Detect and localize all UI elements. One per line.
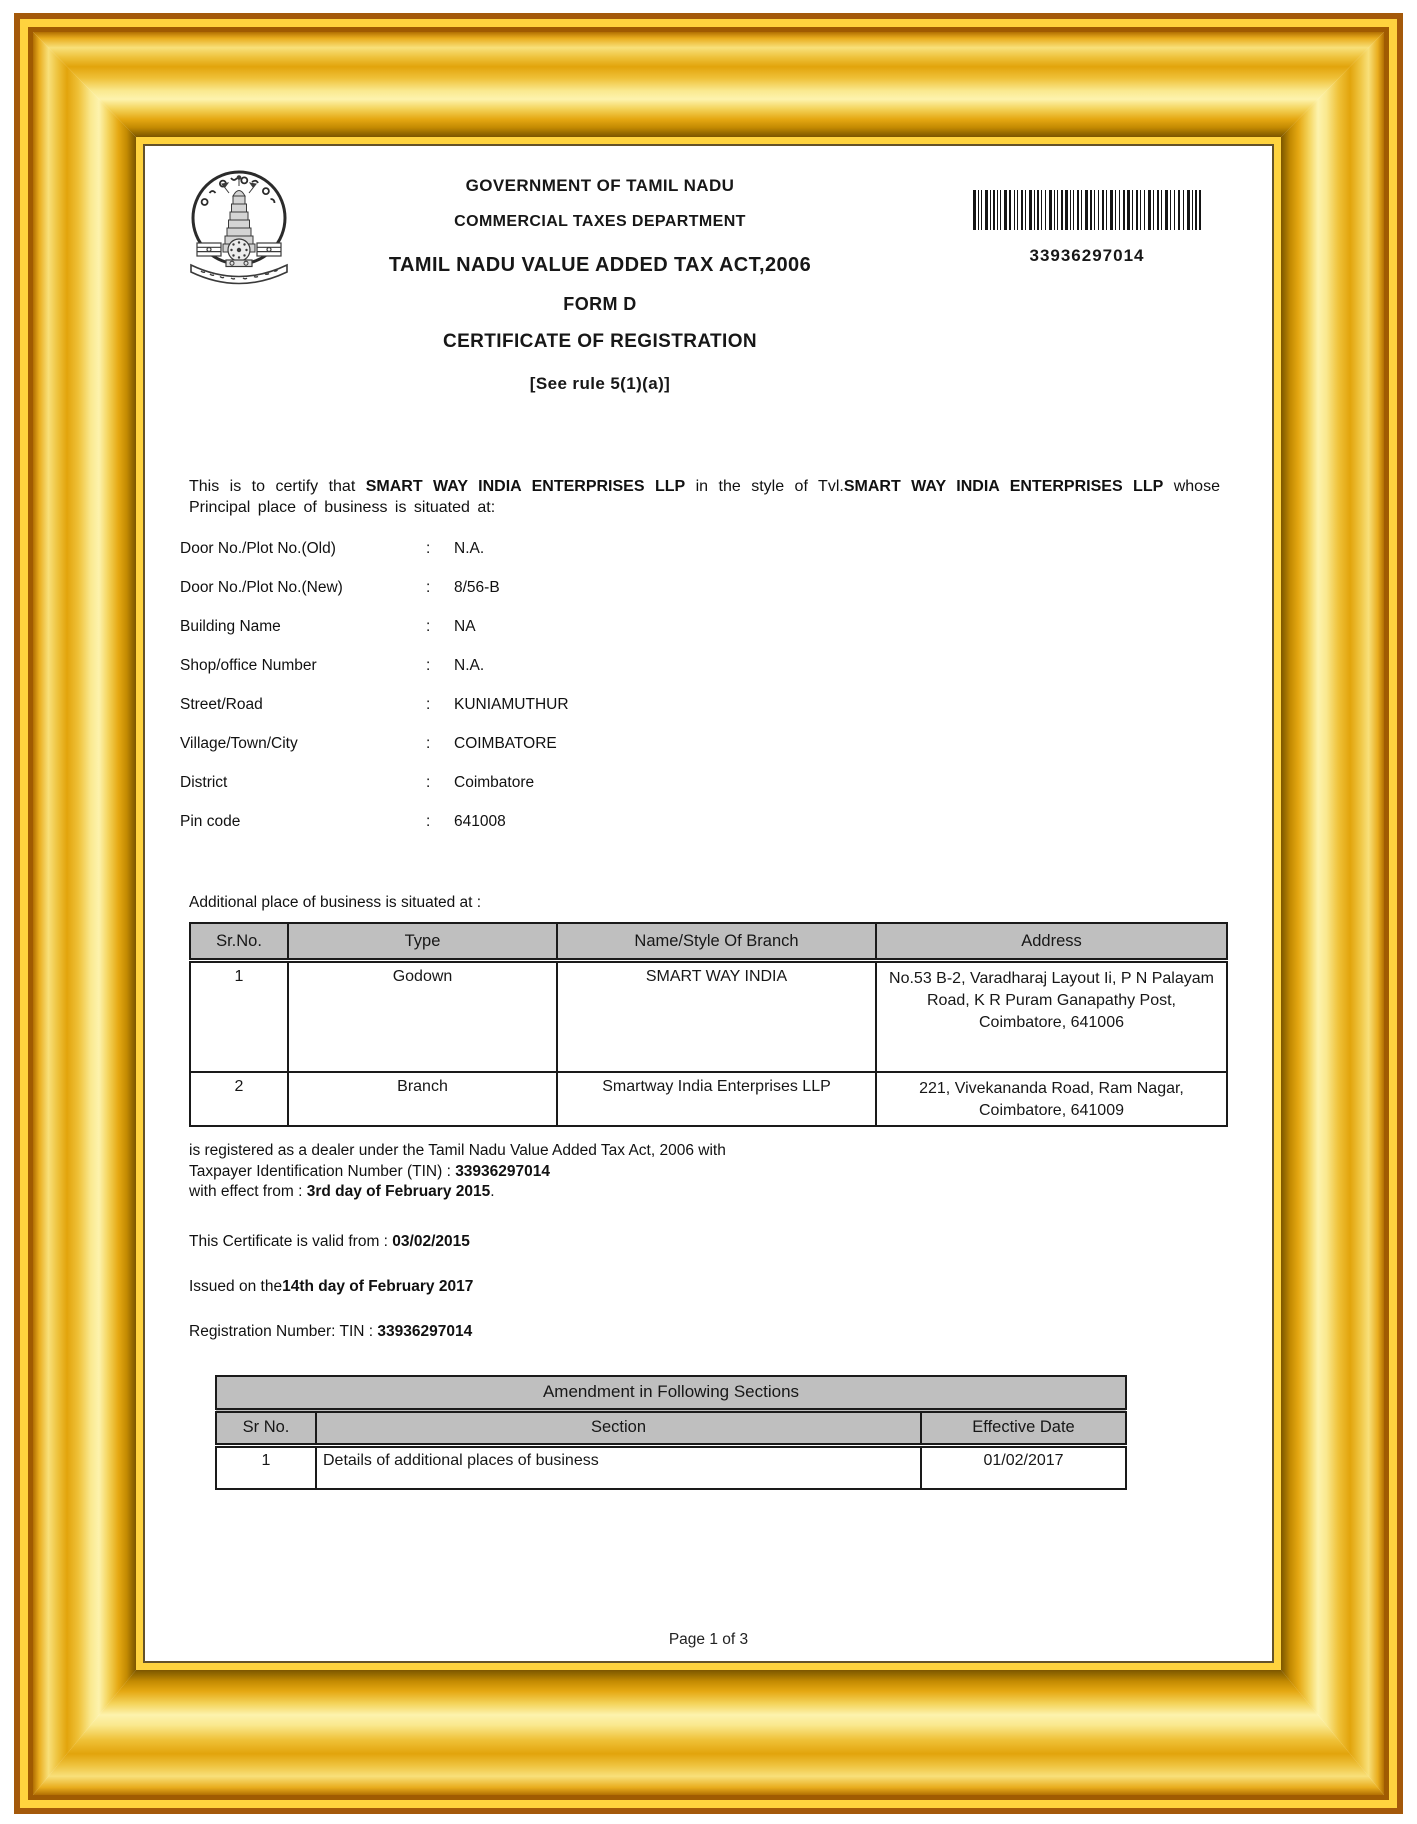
barcode-number: 33936297014 bbox=[1029, 246, 1145, 265]
frame-molding-left bbox=[33, 32, 136, 1795]
certify-paragraph bbox=[189, 476, 1220, 518]
field-label: Door No./Plot No.(Old) bbox=[180, 540, 336, 557]
cell-name: SMART WAY INDIA bbox=[557, 961, 876, 1073]
regnum-label: Registration Number: TIN : bbox=[189, 1322, 378, 1340]
field-row-door-old bbox=[180, 540, 1272, 579]
cell-srno: 1 bbox=[190, 961, 288, 1073]
col-header-name: Name/Style Of Branch bbox=[557, 923, 876, 961]
table-row bbox=[190, 1072, 1227, 1126]
field-row-street bbox=[180, 696, 1272, 735]
field-value: KUNIAMUTHUR bbox=[454, 696, 569, 713]
field-label: Building Name bbox=[180, 618, 281, 635]
field-label: Pin code bbox=[180, 813, 241, 830]
valid-label: This Certificate is valid from : bbox=[189, 1232, 393, 1250]
cell-address: No.53 B-2, Varadharaj Layout Ii, P N Palayam Road, K R Puram Ganapathy Post, Coimbatore, 641006 bbox=[876, 961, 1227, 1073]
tin-label: Taxpayer Identification Number (TIN) : bbox=[189, 1162, 456, 1180]
issued-line bbox=[189, 1278, 1272, 1296]
frame-molding-right bbox=[1281, 32, 1384, 1795]
field-separator: : bbox=[426, 579, 431, 596]
certificate-header bbox=[145, 146, 1272, 402]
cell-type: Godown bbox=[288, 961, 557, 1073]
valid-date: 03/02/2015 bbox=[392, 1232, 470, 1250]
additional-place-caption: Additional place of business is situated at : bbox=[189, 894, 482, 911]
field-value: COIMBATORE bbox=[454, 735, 557, 752]
field-value: 641008 bbox=[454, 813, 506, 830]
tin-value: 33936297014 bbox=[455, 1162, 551, 1180]
page-number: Page 1 of 3 bbox=[668, 1631, 749, 1648]
field-value: Coimbatore bbox=[454, 774, 535, 791]
additional-place-table bbox=[189, 922, 1228, 1127]
certify-mid: in the style of Tvl. bbox=[685, 478, 844, 495]
field-label: Shop/office Number bbox=[180, 657, 317, 674]
col-header-address: Address bbox=[876, 923, 1227, 961]
table-header-row bbox=[190, 923, 1227, 961]
dealer-name: SMART WAY INDIA ENTERPRISES LLP bbox=[365, 478, 686, 495]
field-separator: : bbox=[426, 657, 431, 674]
field-row-city bbox=[180, 735, 1272, 774]
registered-line: is registered as a dealer under the Tamil Nadu Value Added Tax Act, 2006 with bbox=[189, 1142, 726, 1159]
field-separator: : bbox=[426, 735, 431, 752]
field-separator: : bbox=[426, 774, 431, 791]
col-header-effective-date: Effective Date bbox=[921, 1410, 1126, 1445]
effect-date: 3rd day of February 2015 bbox=[306, 1183, 491, 1200]
field-row-district bbox=[180, 774, 1272, 813]
amendments-title: Amendment in Following Sections bbox=[216, 1376, 1126, 1411]
cell-effective-date: 01/02/2017 bbox=[921, 1445, 1126, 1489]
field-separator: : bbox=[426, 618, 431, 635]
registration-text bbox=[189, 1141, 1272, 1203]
field-label: Street/Road bbox=[180, 696, 263, 713]
act-title: TAMIL NADU VALUE ADDED TAX ACT,2006 bbox=[388, 254, 812, 276]
cell-type: Branch bbox=[288, 1072, 557, 1126]
field-value: 8/56-B bbox=[454, 579, 500, 596]
form-title: FORM D bbox=[563, 294, 637, 314]
department-title: COMMERCIAL TAXES DEPARTMENT bbox=[454, 213, 746, 230]
table-row bbox=[216, 1445, 1126, 1489]
cell-address: 221, Vivekananda Road, Ram Nagar, Coimbatore, 641009 bbox=[876, 1072, 1227, 1126]
field-separator: : bbox=[426, 540, 431, 557]
frame-molding-top bbox=[33, 32, 1384, 137]
dealer-trade-name: SMART WAY INDIA ENTERPRISES LLP bbox=[843, 478, 1164, 495]
rule-reference: [See rule 5(1)(a)] bbox=[529, 374, 671, 393]
effect-period: . bbox=[490, 1183, 495, 1200]
barcode-icon bbox=[973, 190, 1201, 230]
field-separator: : bbox=[426, 696, 431, 713]
cell-name: Smartway India Enterprises LLP bbox=[557, 1072, 876, 1126]
amendments-table bbox=[215, 1375, 1127, 1490]
field-row-door-new bbox=[180, 579, 1272, 618]
field-label: Door No./Plot No.(New) bbox=[180, 579, 343, 596]
col-header-section: Section bbox=[316, 1410, 921, 1445]
amendments-title-row bbox=[216, 1376, 1126, 1411]
field-row-shop bbox=[180, 657, 1272, 696]
frame-molding-bottom bbox=[33, 1670, 1384, 1795]
field-row-pincode bbox=[180, 813, 1272, 852]
cell-section: Details of additional places of business bbox=[316, 1445, 921, 1489]
col-header-type: Type bbox=[288, 923, 557, 961]
field-row-building bbox=[180, 618, 1272, 657]
certify-pre: This is to certify that bbox=[189, 478, 366, 495]
government-title: GOVERNMENT OF TAMIL NADU bbox=[465, 176, 735, 195]
cell-srno: 2 bbox=[190, 1072, 288, 1126]
field-separator: : bbox=[426, 813, 431, 830]
certify-post: whose Principal place of business is situated at: bbox=[189, 478, 1220, 516]
barcode-block bbox=[972, 190, 1202, 266]
registration-number-line bbox=[189, 1323, 1272, 1341]
valid-from-line bbox=[189, 1233, 1272, 1251]
cell-srno: 1 bbox=[216, 1445, 316, 1489]
field-label: District bbox=[180, 774, 228, 791]
amendments-header-row bbox=[216, 1410, 1126, 1445]
field-value: NA bbox=[454, 618, 476, 635]
issued-date: 14th day of February 2017 bbox=[282, 1277, 474, 1295]
col-header-srno: Sr No. bbox=[216, 1410, 316, 1445]
certificate-content bbox=[145, 146, 1272, 1661]
address-fields bbox=[180, 540, 1272, 852]
field-label: Village/Town/City bbox=[180, 735, 298, 752]
certificate-title: CERTIFICATE OF REGISTRATION bbox=[442, 331, 758, 352]
field-value: N.A. bbox=[454, 540, 485, 557]
issued-label: Issued on the bbox=[189, 1277, 283, 1295]
regnum-value: 33936297014 bbox=[377, 1322, 473, 1340]
col-header-srno: Sr.No. bbox=[190, 923, 288, 961]
field-value: N.A. bbox=[454, 657, 485, 674]
table-row bbox=[190, 961, 1227, 1073]
effect-label: with effect from : bbox=[189, 1183, 307, 1200]
